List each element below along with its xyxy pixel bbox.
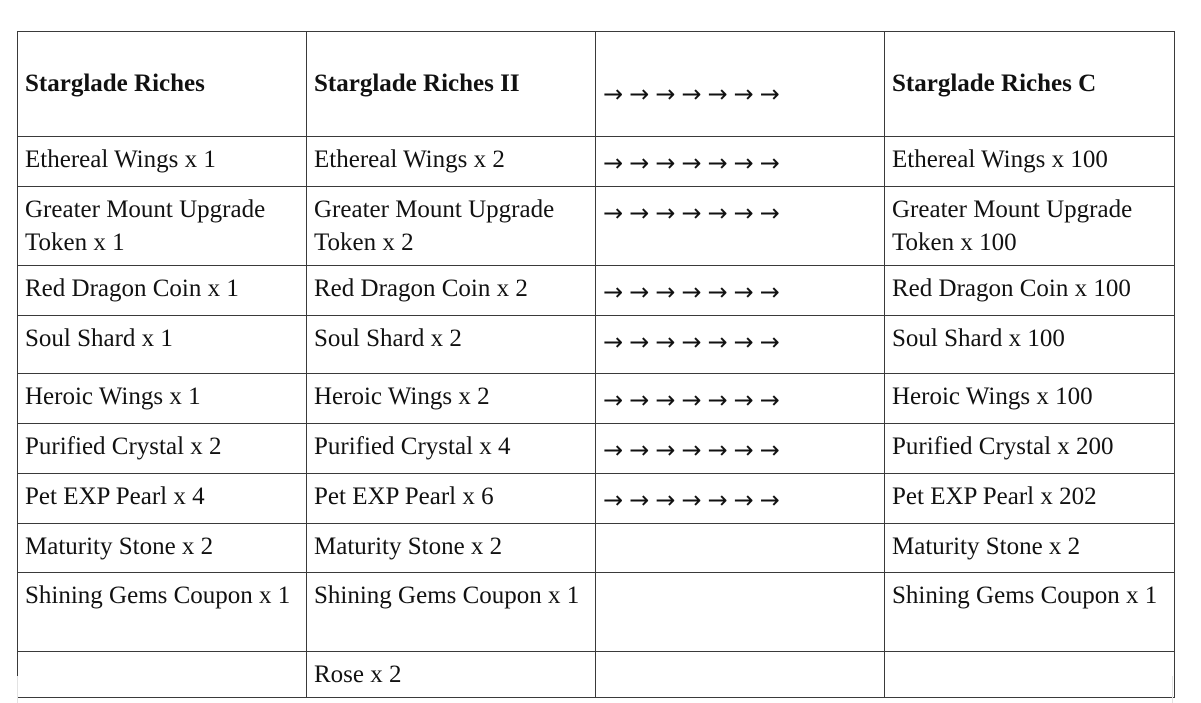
cell-arrows-empty <box>596 524 885 573</box>
cell-riches-c: Soul Shard x 100 <box>885 316 1175 374</box>
cell-riches: Soul Shard x 1 <box>18 316 307 374</box>
header-starglade-riches: Starglade Riches <box>18 32 307 137</box>
cell-riches-ii: Heroic Wings x 2 <box>307 374 596 424</box>
cell-riches: Greater Mount Upgrade Token x 1 <box>18 187 307 266</box>
cell-riches-empty <box>18 652 307 698</box>
cell-riches: Heroic Wings x 1 <box>18 374 307 424</box>
arrow-sequence: →→→→→→→ <box>603 436 786 464</box>
table-row <box>18 573 1175 652</box>
arrow-sequence: →→→→→→→ <box>603 79 786 108</box>
cell-riches-c: Maturity Stone x 2 <box>885 524 1175 573</box>
cell-riches-c: Ethereal Wings x 100 <box>885 137 1175 187</box>
cell-riches: Shining Gems Coupon x 1 <box>18 573 307 652</box>
table-row <box>18 424 1175 474</box>
cell-riches: Red Dragon Coin x 1 <box>18 266 307 316</box>
cell-arrows <box>596 424 885 474</box>
cell-riches-ii: Soul Shard x 2 <box>307 316 596 374</box>
cell-riches-c-empty <box>885 652 1175 698</box>
table-row <box>18 187 1175 266</box>
cell-riches-c: Greater Mount Upgrade Token x 100 <box>885 187 1175 266</box>
cell-riches-ii: Rose x 2 <box>307 652 596 698</box>
cell-riches-ii: Greater Mount Upgrade Token x 2 <box>307 187 596 266</box>
cell-arrows-empty <box>596 652 885 698</box>
cell-arrows <box>596 187 885 266</box>
table-row <box>18 316 1175 374</box>
cell-arrows <box>596 316 885 374</box>
cell-riches-c: Shining Gems Coupon x 1 <box>885 573 1175 652</box>
cell-riches-c: Purified Crystal x 200 <box>885 424 1175 474</box>
arrow-sequence: →→→→→→→ <box>603 486 786 514</box>
arrow-sequence: →→→→→→→ <box>603 199 786 227</box>
header-starglade-riches-c: Starglade Riches C <box>885 32 1175 137</box>
arrow-sequence: →→→→→→→ <box>603 328 786 356</box>
table-header-row <box>18 32 1175 137</box>
cell-arrows-empty <box>596 573 885 652</box>
table-row <box>18 524 1175 573</box>
cell-riches-ii: Shining Gems Coupon x 1 <box>307 573 596 652</box>
cell-riches-c: Heroic Wings x 100 <box>885 374 1175 424</box>
page-edge-left <box>17 676 18 703</box>
cell-riches: Maturity Stone x 2 <box>18 524 307 573</box>
cell-riches-ii: Purified Crystal x 4 <box>307 424 596 474</box>
header-starglade-riches-ii: Starglade Riches II <box>307 32 596 137</box>
arrow-sequence: →→→→→→→ <box>603 278 786 306</box>
cell-arrows <box>596 374 885 424</box>
table-row <box>18 137 1175 187</box>
cell-riches: Ethereal Wings x 1 <box>18 137 307 187</box>
cell-riches-c: Red Dragon Coin x 100 <box>885 266 1175 316</box>
table-row <box>18 266 1175 316</box>
cell-arrows <box>596 137 885 187</box>
cell-riches-ii: Ethereal Wings x 2 <box>307 137 596 187</box>
cell-riches-ii: Maturity Stone x 2 <box>307 524 596 573</box>
cell-riches: Purified Crystal x 2 <box>18 424 307 474</box>
page-edge-right <box>1172 676 1173 703</box>
cell-riches: Pet EXP Pearl x 4 <box>18 474 307 524</box>
cell-riches-ii: Red Dragon Coin x 2 <box>307 266 596 316</box>
cell-riches-ii: Pet EXP Pearl x 6 <box>307 474 596 524</box>
arrow-sequence: →→→→→→→ <box>603 386 786 414</box>
cell-arrows <box>596 474 885 524</box>
table-row <box>18 652 1175 698</box>
cell-riches-c: Pet EXP Pearl x 202 <box>885 474 1175 524</box>
table-row <box>18 474 1175 524</box>
header-arrows <box>596 32 885 137</box>
table-row <box>18 374 1175 424</box>
rewards-comparison-table <box>17 31 1175 698</box>
arrow-sequence: →→→→→→→ <box>603 149 786 177</box>
cell-arrows <box>596 266 885 316</box>
